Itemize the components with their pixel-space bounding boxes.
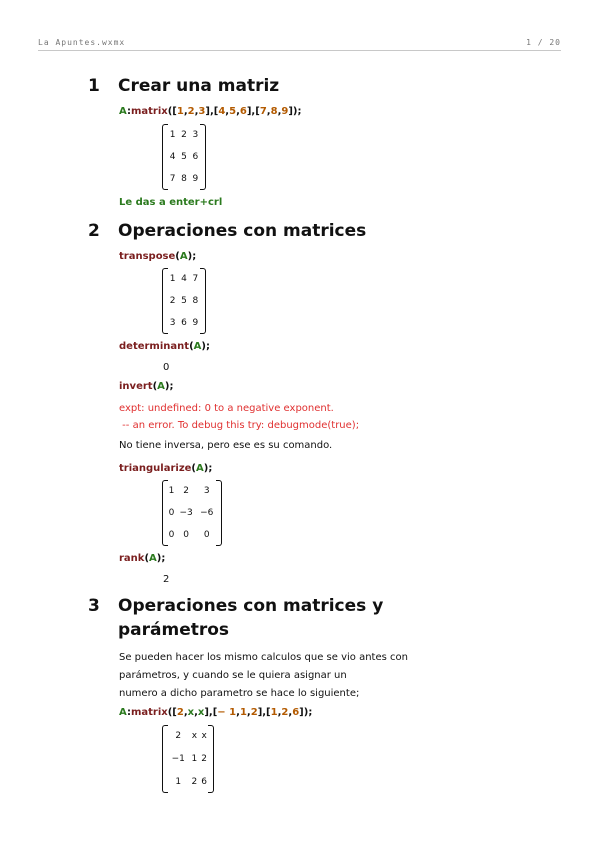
determinant-command[interactable] [119,341,210,352]
cmd-num: 7 [259,106,267,117]
cmd-close: ); [203,463,213,474]
matrix-cell: 6 [181,318,187,328]
cmd-num: 2 [250,707,258,718]
section-title: Crear una matriz [118,76,280,96]
matrix-cell: 2 [169,296,176,306]
rank-command[interactable] [119,553,165,564]
cmd-comma: , [183,707,188,718]
cmd-sep: ],[ [204,707,218,718]
page-header [38,38,561,50]
page-number: 1 / 20 [526,38,561,47]
cmd-num: 2 [187,106,195,117]
cmd-open: ( [175,251,180,262]
cmd-comma: , [183,106,188,117]
cmd-comma: , [236,106,240,117]
cmd-comma: , [225,106,230,117]
triangularize-matrix-output [162,480,222,546]
section-2-heading [88,221,366,241]
matrix-cell: 2 [175,731,182,742]
cmd-var: x [197,707,205,718]
matrix-cell: 1 [169,274,176,284]
matrix-cell: 1 [169,130,176,140]
cmd-var: A [179,251,188,262]
cmd-var: A [193,341,202,352]
matrix-cell: 2 [181,130,187,140]
cmd-num: 9 [281,106,289,117]
rank-output: 2 [163,574,170,585]
matrix-cell: 5 [181,296,187,306]
matrix-cell: 6 [201,776,207,787]
cmd-function: triangularize [119,463,192,474]
matrix-cell: −1 [171,753,185,764]
section-number: 3 [88,596,100,616]
matrix-cell: 8 [181,174,187,184]
cmd-var: A [196,463,204,474]
matrix-cell: 1 [168,486,175,496]
cmd-num: 6 [292,707,300,718]
determinant-output: 0 [163,362,170,373]
matrix-cell: −6 [200,508,214,518]
cmd-function: transpose [119,251,176,262]
right-bracket [216,480,222,546]
cmd-function: invert [119,381,153,392]
right-bracket [200,124,206,190]
cmd-function: matrix [130,106,168,117]
paragraph-line: Se pueden hacer los mismo calculos que se vio antes con [119,652,408,663]
section-title-line2: parámetros [118,620,230,640]
cmd-close: ); [187,251,197,262]
cmd-var: A [119,106,127,117]
cmd-num: 2 [176,707,184,718]
cmd-close: ); [156,553,166,564]
cmd-var: x [187,707,195,718]
matrix-cell: 1 [175,776,182,787]
section-title: Operaciones con matrices [118,221,367,241]
matrix-command-1[interactable] [119,106,301,117]
cmd-num: 1 [270,707,278,718]
matrix-cell: 7 [169,174,176,184]
paragraph-line: parámetros, y cuando se le quiera asignar un [119,670,347,681]
matrix-cell: 0 [168,530,175,540]
matrix-cell: 1 [191,753,198,764]
matrix-cell: 4 [169,152,176,162]
cmd-var: A [157,381,165,392]
matrix-cell: 3 [169,318,176,328]
matrix-cell: −3 [179,508,193,518]
invert-command[interactable] [119,381,173,392]
cmd-comma: , [246,707,251,718]
cmd-open: ( [189,341,194,352]
error-message-2: -- an error. To debug this try: debugmode(true); [119,420,360,431]
cmd-comma: , [277,707,282,718]
cmd-num: 3 [198,106,206,117]
cmd-close: ]); [288,106,302,117]
cmd-colon: : [126,106,131,117]
matrix-output-A [162,124,206,190]
matrix-cell: 2 [183,486,190,496]
cmd-open: ([ [167,707,177,718]
cmd-close: ); [164,381,174,392]
note-text: Le das a enter+crl [119,197,223,208]
matrix-cell: 3 [203,486,210,496]
cmd-num: 5 [229,106,237,117]
cmd-num: 4 [218,106,226,117]
matrix-cell: 0 [183,530,190,540]
section-title-line1: Operaciones con matrices y [118,596,384,616]
matrix-cell: 2 [201,753,207,764]
cmd-num: − 1 [217,707,237,718]
paragraph-line: numero a dicho parametro se hace lo siguiente; [119,688,360,699]
matrix-cell: 5 [181,152,187,162]
cmd-var: A [119,707,127,718]
section-number: 1 [88,76,100,96]
section-number: 2 [88,221,100,241]
cmd-function: determinant [119,341,190,352]
section-3-paragraph [119,649,459,703]
cmd-comma: , [194,707,198,718]
cmd-sep: ],[ [246,106,260,117]
matrix-command-2[interactable] [119,707,312,718]
cmd-open: ( [144,553,150,564]
matrix-cell: x [191,731,198,742]
cmd-num: 8 [270,106,278,117]
matrix-cell: 4 [181,274,187,284]
cmd-open: ([ [167,106,177,117]
matrix-cell: x [201,731,207,742]
cmd-open: ( [191,463,196,474]
section-1-heading [88,76,279,96]
transpose-command[interactable] [119,251,196,262]
matrix-cell: 0 [168,508,175,518]
cmd-comma: , [288,707,293,718]
file-name: La Apuntes.wxmx [38,38,126,47]
cmd-close: ); [201,341,210,352]
cmd-function: matrix [130,707,168,718]
matrix-cell: 7 [192,274,199,284]
triangularize-command[interactable] [119,463,212,474]
parameter-matrix-output [162,725,214,793]
section-3-heading [88,594,383,642]
matrix-cell: 3 [192,130,199,140]
transpose-matrix-output [162,268,206,334]
cmd-num: 1 [239,707,247,718]
cmd-function: rank [119,553,145,564]
cmd-var: A [149,553,157,564]
cmd-comma: , [277,106,282,117]
cmd-comma: , [236,707,240,718]
cmd-open: ( [152,381,158,392]
matrix-cell: 9 [192,174,199,184]
right-bracket [208,725,214,793]
cmd-num: 6 [239,106,247,117]
cmd-colon: : [126,707,131,718]
error-message-1: expt: undefined: 0 to a negative exponent. [119,403,334,414]
cmd-num: 1 [176,106,184,117]
cmd-sep: ],[ [257,707,271,718]
matrix-cell: 8 [192,296,199,306]
cmd-num: 2 [281,707,289,718]
cmd-comma: , [266,106,271,117]
matrix-cell: 9 [192,318,199,328]
matrix-cell: 2 [191,776,198,787]
matrix-cell: 6 [192,152,199,162]
right-bracket [200,268,206,334]
cmd-sep: ],[ [205,106,219,117]
header-rule [38,50,561,51]
comment-text: No tiene inversa, pero ese es su comando. [119,440,333,451]
cmd-close: ]); [299,707,313,718]
matrix-cell: 0 [203,530,210,540]
cmd-comma: , [194,106,199,117]
